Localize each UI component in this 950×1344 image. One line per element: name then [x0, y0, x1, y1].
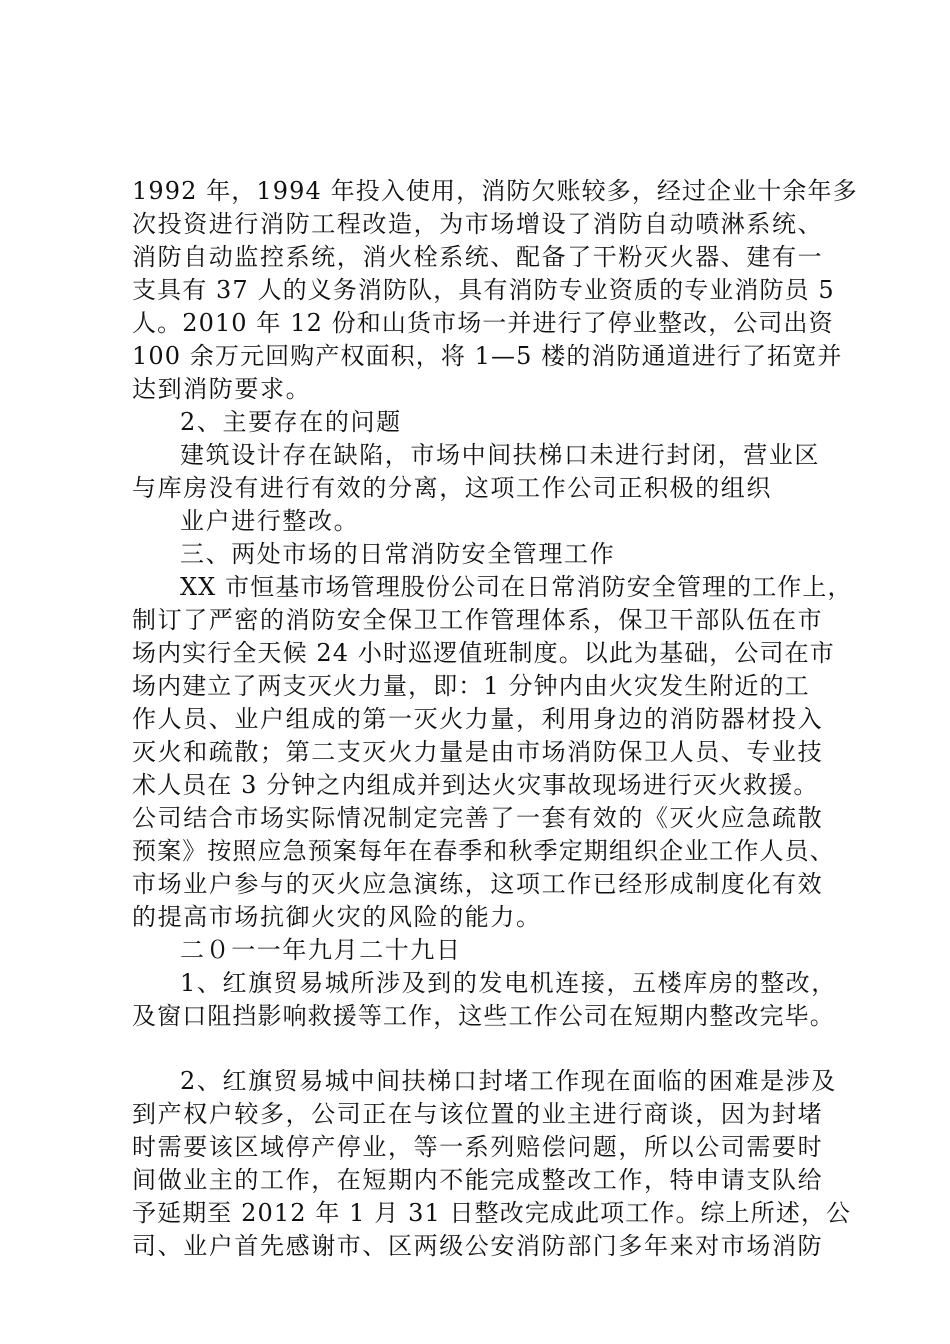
paragraph-line: 司、业户首先感谢市、区两级公安消防部门多年来对市场消防 [132, 1232, 824, 1260]
paragraph-line: 业户进行整改。 [180, 507, 360, 535]
section-heading: 2、主要存在的问题 [180, 408, 402, 436]
paragraph-line: 术人员在 3 分钟之内组成并到达火灾事故现场进行灭火救援。 [132, 771, 819, 799]
paragraph-line: 的提高市场抗御火灾的风险的能力。 [132, 903, 542, 931]
paragraph-line: 场内建立了两支灭火力量，即：1 分钟内由火灾发生附近的工 [132, 672, 810, 700]
paragraph-line: 公司结合市场实际情况制定完善了一套有效的《灭火应急疏散 [132, 804, 824, 832]
paragraph-line: 间做业主的工作，在短期内不能完成整改工作，特申请支队给 [132, 1166, 824, 1194]
paragraph-line: 及窗口阻挡影响救援等工作，这些工作公司在短期内整改完毕。 [132, 1002, 835, 1030]
paragraph-line: 作人员、业户组成的第一灭火力量，利用身边的消防器材投入 [132, 705, 824, 733]
paragraph-line: 与库房没有进行有效的分离，这项工作公司正积极的组织 [132, 474, 772, 502]
paragraph-line: 支具有 37 人的义务消防队，具有消防专业资质的专业消防员 5 [132, 276, 835, 304]
paragraph-line: 人。2010 年 12 份和山货市场一并进行了停业整改，公司出资 [132, 309, 834, 337]
paragraph-line: 市场业户参与的灭火应急演练，这项工作已经形成制度化有效 [132, 870, 824, 898]
section-heading: 三、两处市场的日常消防安全管理工作 [180, 540, 616, 568]
paragraph-line: 制订了严密的消防安全保卫工作管理体系，保卫干部队伍在市 [132, 606, 824, 634]
date-line: 二０一一年九月二十九日 [180, 936, 462, 964]
paragraph-line: 场内实行全天候 24 小时巡逻值班制度。以此为基础，公司在市 [132, 639, 835, 667]
paragraph-line: 到产权户较多，公司正在与该位置的业主进行商谈，因为封堵 [132, 1100, 824, 1128]
paragraph-line: 建筑设计存在缺陷，市场中间扶梯口未进行封闭，营业区 [180, 441, 820, 469]
paragraph-line: 2、红旗贸易城中间扶梯口封堵工作现在面临的困难是涉及 [180, 1067, 837, 1095]
paragraph-line: 消防自动监控系统，消火栓系统、配备了干粉灭火器、建有一 [132, 243, 824, 271]
paragraph-line: 时需要该区域停产停业，等一系列赔偿问题，所以公司需要时 [132, 1133, 824, 1161]
paragraph-line: XX 市恒基市场管理股份公司在日常消防安全管理的工作上， [180, 573, 853, 601]
paragraph-line: 1、红旗贸易城所涉及到的发电机连接，五楼库房的整改， [180, 969, 837, 997]
paragraph-line: 预案》按照应急预案每年在春季和秋季定期组织企业工作人员、 [132, 837, 835, 865]
paragraph-line: 灭火和疏散；第二支灭火力量是由市场消防保卫人员、专业技 [132, 738, 824, 766]
paragraph-line: 次投资进行消防工程改造，为市场增设了消防自动喷淋系统、 [132, 210, 824, 238]
paragraph-line: 100 余万元回购产权面积，将 1—5 楼的消防通道进行了拓宽并 [132, 342, 843, 370]
paragraph-line: 1992 年，1994 年投入使用，消防欠账较多，经过企业十余年多 [132, 177, 858, 205]
paragraph-line: 予延期至 2012 年 1 月 31 日整改完成此项工作。综上所述，公 [132, 1199, 852, 1227]
paragraph-line: 达到消防要求。 [132, 375, 312, 403]
